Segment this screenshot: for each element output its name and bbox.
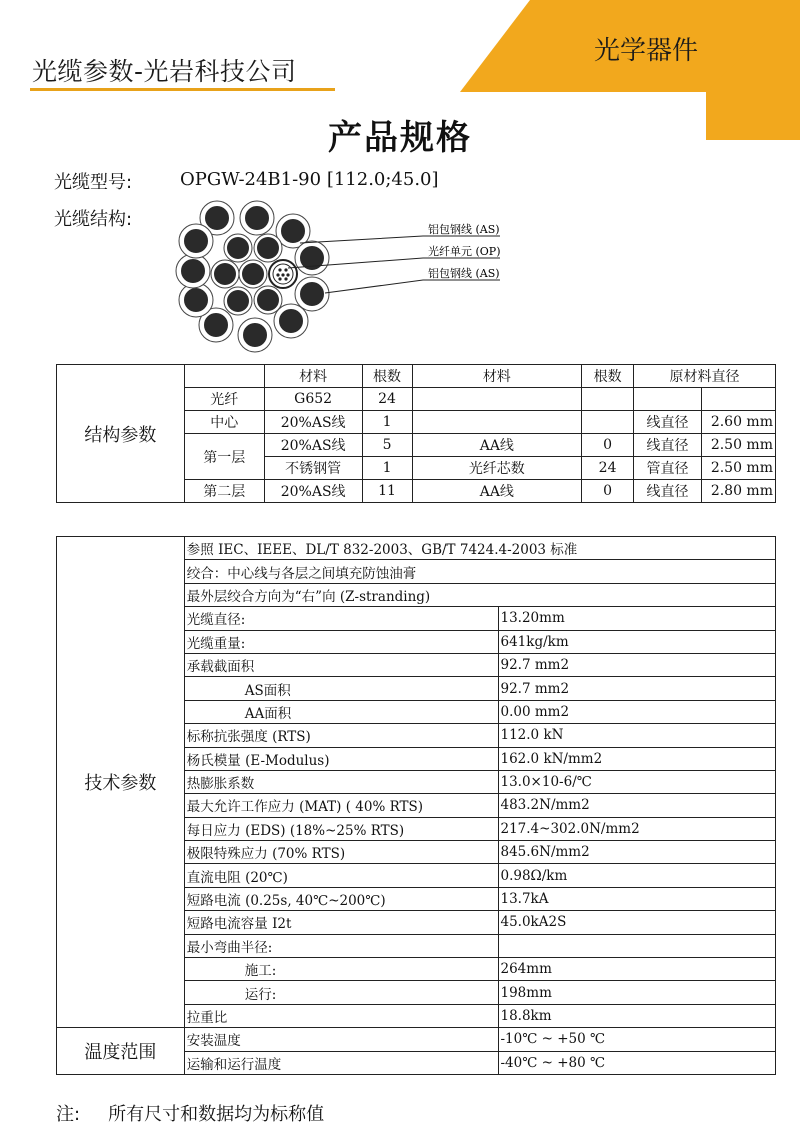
- table-row: 热膨胀系数 13.0×10-6/℃: [57, 770, 776, 793]
- table-row: 承载截面积 92.7 mm2: [57, 653, 776, 676]
- technical-table: [56, 536, 776, 1075]
- header-count-1: 根数: [362, 365, 412, 388]
- header-material-1: 材料: [264, 365, 362, 388]
- table-row: 温度范围 安装温度 -10℃ ~ +50 ℃: [57, 1028, 776, 1051]
- table-row: [57, 365, 776, 388]
- table-row: AS面积 92.7 mm2: [57, 677, 776, 700]
- cable-cross-section-diagram: [170, 198, 520, 368]
- callout-fiber-unit: 光纤单元 (OP): [428, 245, 501, 258]
- tech-note: 最外层绞合方向为“右”向 (Z-stranding): [184, 583, 775, 606]
- table-row: 每日应力 (EDS) (18%~25% RTS) 217.4~302.0N/mm2: [57, 817, 776, 840]
- company-underline: [30, 88, 335, 91]
- table-row: 杨氏模量 (E-Modulus) 162.0 kN/mm2: [57, 747, 776, 770]
- table-row: 光缆直径: 13.20mm: [57, 607, 776, 630]
- header-material-2: 材料: [412, 365, 582, 388]
- table-row: 第一层 20%AS线 5 AA线 0 线直径 2.50 mm: [57, 434, 776, 457]
- structure-section-label: 结构参数: [57, 365, 185, 503]
- table-row: 中心 20%AS线 1 线直径 2.60 mm: [57, 411, 776, 434]
- footnote: [56, 1100, 324, 1126]
- callout-inner-as: 铝包钢线 (AS): [428, 267, 500, 280]
- technical-section-label: 技术参数: [57, 537, 185, 1028]
- table-row: 第二层 20%AS线 11 AA线 0 线直径 2.80 mm: [57, 480, 776, 503]
- category-tag: 光学器件: [594, 36, 699, 66]
- table-row: 直流电阻 (20℃) 0.98Ω/km: [57, 864, 776, 887]
- table-row: AA面积 0.00 mm2: [57, 700, 776, 723]
- header-count-2: 根数: [582, 365, 634, 388]
- fiber-unit: [269, 260, 297, 288]
- table-row: 最大允许工作应力 (MAT) ( 40% RTS) 483.2N/mm2: [57, 794, 776, 817]
- table-row: [57, 537, 776, 560]
- footnote-prefix: 注:: [56, 1104, 81, 1125]
- table-row: 最小弯曲半径:: [57, 934, 776, 957]
- table-row: 光纤 G652 24: [57, 388, 776, 411]
- table-row: 短路电流 (0.25s, 40℃~200℃) 13.7kA: [57, 887, 776, 910]
- model-label: 光缆型号:: [54, 172, 133, 193]
- table-row: 短路电流容量 I2t 45.0kA2S: [57, 911, 776, 934]
- table-row: 施工: 264mm: [57, 958, 776, 981]
- company-name: 光缆参数-光岩科技公司: [32, 57, 297, 86]
- temperature-section-label: 温度范围: [57, 1028, 185, 1075]
- table-row: 运行: 198mm: [57, 981, 776, 1004]
- table-row: 不锈钢管 1 光纤芯数 24 管直径 2.50 mm: [57, 457, 776, 480]
- model-value: OPGW-24B1-90 [112.0;45.0]: [180, 169, 439, 190]
- footnote-text: 所有尺寸和数据均为标称值: [108, 1104, 325, 1125]
- header-raw-diameter: 原材料直径: [634, 365, 776, 388]
- table-row: 拉重比 18.8km: [57, 1004, 776, 1027]
- table-row: 光缆重量: 641kg/km: [57, 630, 776, 653]
- structure-label: 光缆结构:: [54, 209, 133, 230]
- tech-note: 参照 IEC、IEEE、DL/T 832-2003、GB/T 7424.4-2003 标准: [184, 537, 775, 560]
- callout-outer-as: 铝包钢线 (AS): [428, 223, 500, 236]
- tech-note: 绞合：中心线与各层之间填充防蚀油膏: [184, 560, 775, 583]
- table-row: 极限特殊应力 (70% RTS) 845.6N/mm2: [57, 841, 776, 864]
- table-row: 运输和运行温度 -40℃ ~ +80 ℃: [57, 1051, 776, 1074]
- page-title: 产品规格: [328, 118, 472, 158]
- table-row: 标称抗张强度 (RTS) 112.0 kN: [57, 724, 776, 747]
- structure-table: [56, 364, 776, 503]
